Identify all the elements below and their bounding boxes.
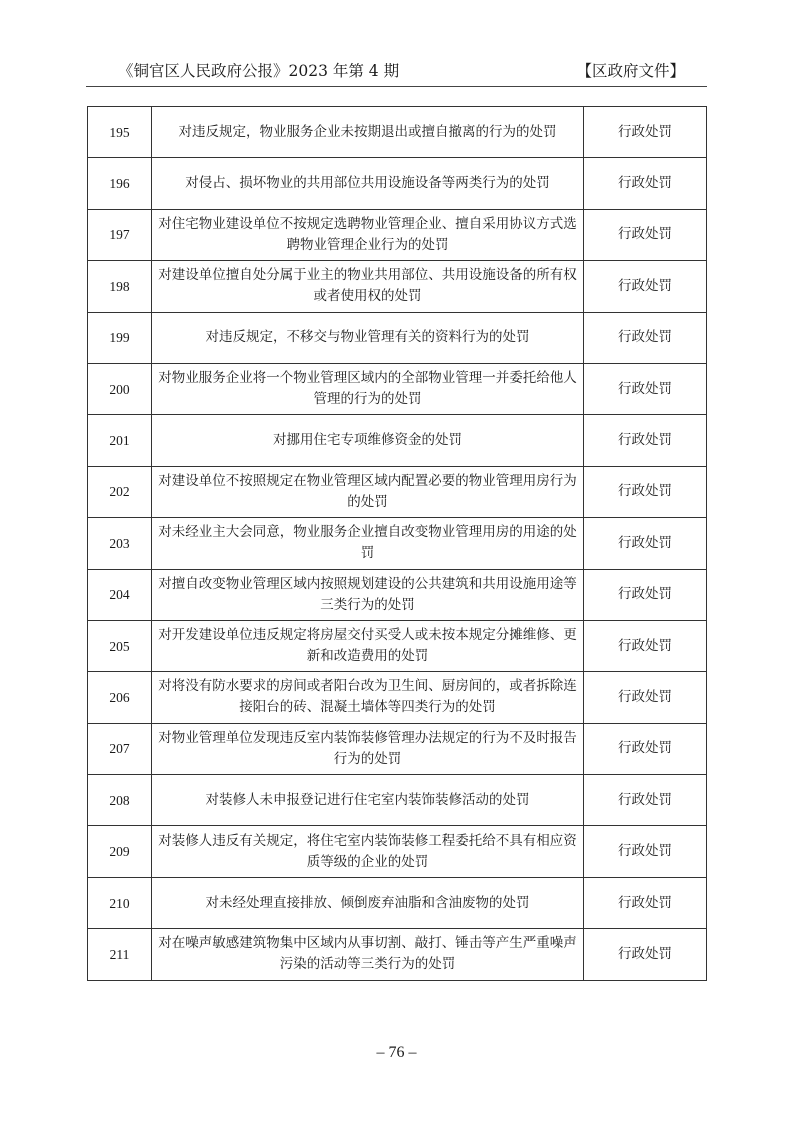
table-row: [88, 877, 707, 928]
table-row: [88, 569, 707, 620]
item-number: 209: [88, 826, 152, 877]
item-name: 对装修人违反有关规定，将住宅室内装饰装修工程委托给不具有相应资质等级的企业的处罚: [152, 826, 584, 877]
table-row: [88, 929, 707, 980]
item-name: 对建设单位不按照规定在物业管理区域内配置必要的物业管理用房行为的处罚: [152, 466, 584, 517]
item-number: 211: [88, 929, 152, 980]
table-row: [88, 466, 707, 517]
item-name: 对开发建设单位违反规定将房屋交付买受人或未按本规定分摊维修、更新和改造费用的处罚: [152, 620, 584, 671]
item-type: 行政处罚: [584, 415, 707, 466]
item-name: 对侵占、损坏物业的共用部位共用设施设备等两类行为的处罚: [152, 158, 584, 209]
item-name: 对将没有防水要求的房间或者阳台改为卫生间、厨房间的，或者拆除连接阳台的砖、混凝土墙体等四类行为的处罚: [152, 672, 584, 723]
item-number: 206: [88, 672, 152, 723]
penalty-items-table: [87, 106, 707, 981]
item-name: 对住宅物业建设单位不按规定选聘物业管理企业、擅自采用协议方式选聘物业管理企业行为的处罚: [152, 209, 584, 260]
item-type: 行政处罚: [584, 363, 707, 414]
item-name: 对擅自改变物业管理区域内按照规划建设的公共建筑和共用设施用途等三类行为的处罚: [152, 569, 584, 620]
item-type: 行政处罚: [584, 569, 707, 620]
item-type: 行政处罚: [584, 158, 707, 209]
page-header: [118, 58, 685, 82]
item-type: 行政处罚: [584, 518, 707, 569]
table-row: [88, 723, 707, 774]
item-type: 行政处罚: [584, 877, 707, 928]
item-number: 195: [88, 107, 152, 158]
item-type: 行政处罚: [584, 261, 707, 312]
item-number: 200: [88, 363, 152, 414]
table-row: [88, 312, 707, 363]
item-name: 对挪用住宅专项维修资金的处罚: [152, 415, 584, 466]
item-type: 行政处罚: [584, 466, 707, 517]
item-name: 对违反规定，物业服务企业未按期退出或擅自撤离的行为的处罚: [152, 107, 584, 158]
item-type: 行政处罚: [584, 929, 707, 980]
item-type: 行政处罚: [584, 723, 707, 774]
item-name: 对装修人未申报登记进行住宅室内装饰装修活动的处罚: [152, 775, 584, 826]
item-name: 对违反规定，不移交与物业管理有关的资料行为的处罚: [152, 312, 584, 363]
section-label: 【区政府文件】: [576, 62, 685, 80]
header-divider: [86, 86, 707, 87]
item-name: 对物业管理单位发现违反室内装饰装修管理办法规定的行为不及时报告行为的处罚: [152, 723, 584, 774]
table-row: [88, 672, 707, 723]
item-number: 210: [88, 877, 152, 928]
item-number: 201: [88, 415, 152, 466]
item-type: 行政处罚: [584, 775, 707, 826]
item-name: 对建设单位擅自处分属于业主的物业共用部位、共用设施设备的所有权或者使用权的处罚: [152, 261, 584, 312]
item-type: 行政处罚: [584, 672, 707, 723]
item-number: 198: [88, 261, 152, 312]
page-number: – 76 –: [376, 1044, 417, 1061]
item-number: 205: [88, 620, 152, 671]
item-type: 行政处罚: [584, 209, 707, 260]
table-row: [88, 518, 707, 569]
table-row: [88, 261, 707, 312]
item-number: 203: [88, 518, 152, 569]
item-name: 对未经业主大会同意，物业服务企业擅自改变物业管理用房的用途的处罚: [152, 518, 584, 569]
item-name: 对未经处理直接排放、倾倒废弃油脂和含油废物的处罚: [152, 877, 584, 928]
item-number: 196: [88, 158, 152, 209]
table-row: [88, 158, 707, 209]
item-type: 行政处罚: [584, 312, 707, 363]
publication-title: 《铜官区人民政府公报》2023 年第 4 期: [118, 62, 400, 80]
item-type: 行政处罚: [584, 826, 707, 877]
table-row: [88, 209, 707, 260]
table-row: [88, 415, 707, 466]
table-row: [88, 826, 707, 877]
table-row: [88, 775, 707, 826]
item-name: 对在噪声敏感建筑物集中区域内从事切割、敲打、锤击等产生严重噪声污染的活动等三类行为的处罚: [152, 929, 584, 980]
item-number: 207: [88, 723, 152, 774]
item-number: 199: [88, 312, 152, 363]
table-row: [88, 363, 707, 414]
table-row: [88, 107, 707, 158]
item-number: 197: [88, 209, 152, 260]
table-row: [88, 620, 707, 671]
item-name: 对物业服务企业将一个物业管理区域内的全部物业管理一并委托给他人管理的行为的处罚: [152, 363, 584, 414]
item-number: 202: [88, 466, 152, 517]
item-number: 204: [88, 569, 152, 620]
item-type: 行政处罚: [584, 107, 707, 158]
item-type: 行政处罚: [584, 620, 707, 671]
item-number: 208: [88, 775, 152, 826]
